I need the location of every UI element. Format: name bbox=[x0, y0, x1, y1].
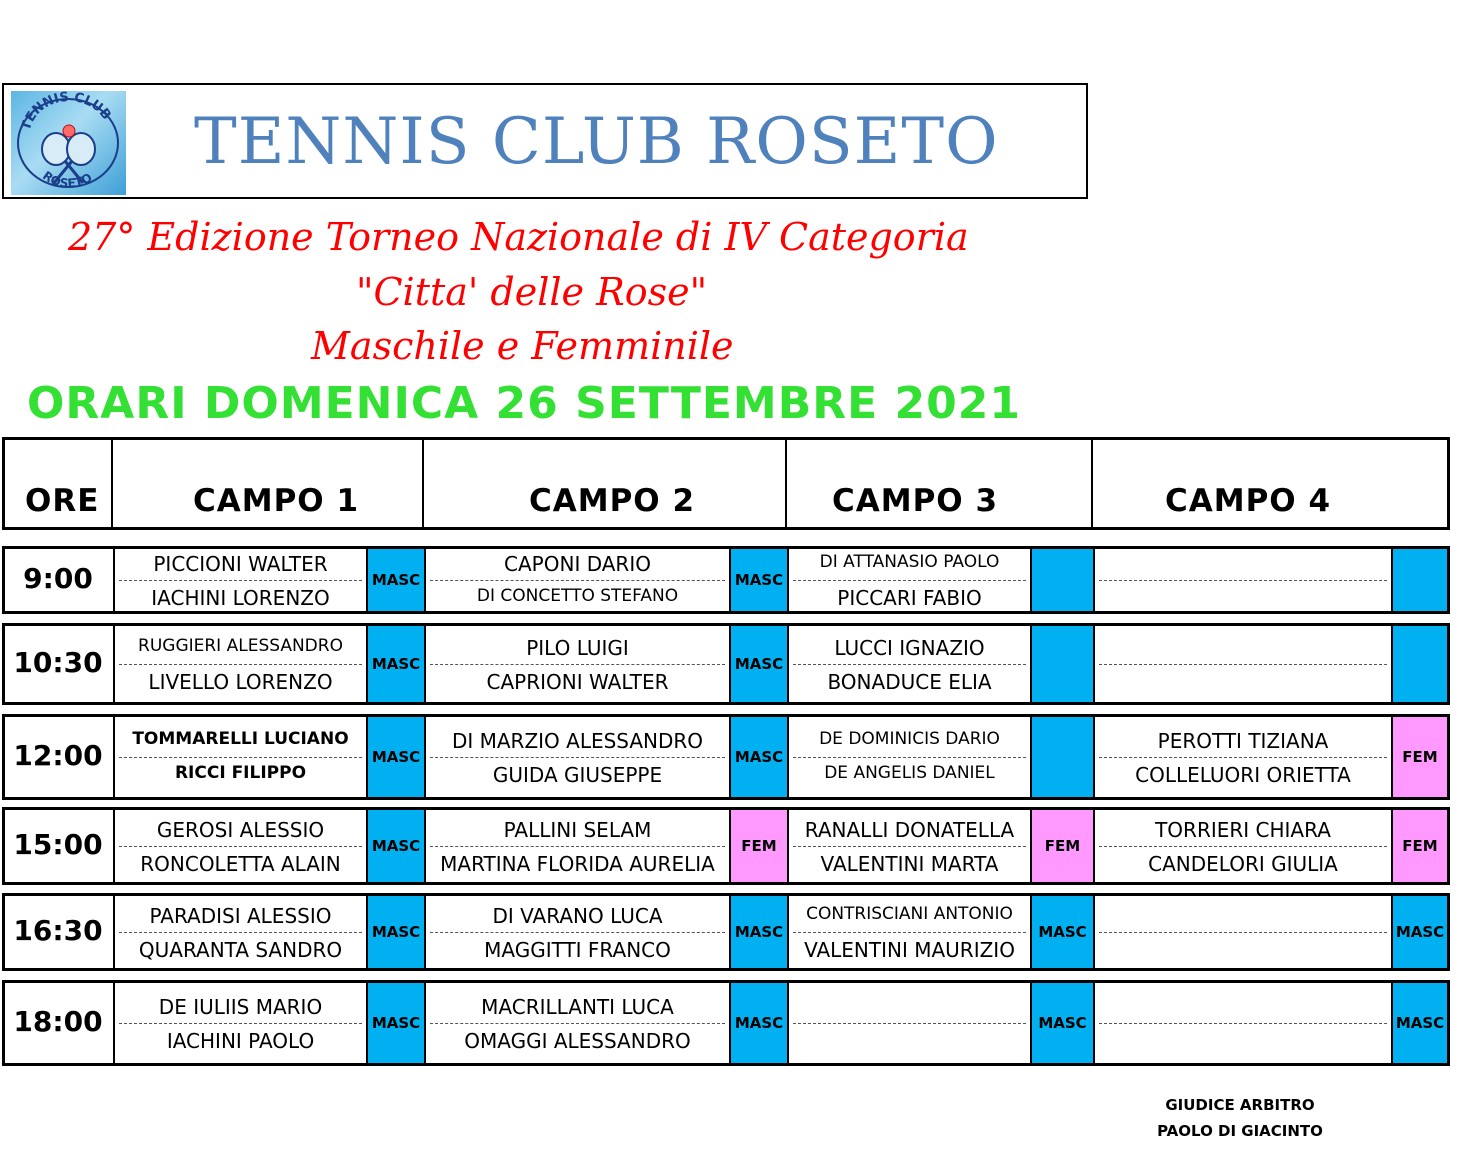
row-divider bbox=[119, 932, 362, 933]
tournament-category: Maschile e Femminile bbox=[311, 324, 734, 368]
tennis-racket-logo-icon bbox=[11, 91, 126, 195]
court-3-category-tag: MASC bbox=[1030, 896, 1093, 968]
schedule-row bbox=[2, 980, 1450, 1066]
player-bottom: VALENTINI MAURIZIO bbox=[804, 938, 1015, 962]
club-logo bbox=[11, 91, 126, 195]
court-3-category-tag bbox=[1030, 626, 1093, 702]
row-divider bbox=[1099, 1023, 1387, 1024]
court-3-category-tag bbox=[1030, 717, 1093, 797]
player-top: DI VARANO LUCA bbox=[492, 904, 663, 928]
player-top: CONTRISCIANI ANTONIO bbox=[806, 904, 1013, 924]
court-4-category-tag: FEM bbox=[1391, 810, 1447, 882]
time-cell bbox=[5, 549, 113, 611]
court-1-category-tag: MASC bbox=[366, 896, 424, 968]
court-2-players bbox=[424, 549, 729, 611]
row-divider bbox=[793, 932, 1026, 933]
court-3-players bbox=[787, 896, 1030, 968]
player-bottom: QUARANTA SANDRO bbox=[138, 938, 343, 962]
player-top: PILO LUIGI bbox=[526, 636, 629, 660]
court-3-players bbox=[787, 549, 1030, 611]
judge-role: GIUDICE ARBITRO bbox=[1165, 1096, 1315, 1114]
court-2-players bbox=[424, 626, 729, 702]
row-divider bbox=[119, 846, 362, 847]
court-4-players bbox=[1093, 983, 1391, 1063]
time-cell bbox=[5, 983, 113, 1063]
court-1-category-tag: MASC bbox=[366, 983, 424, 1063]
court-4-category-tag: MASC bbox=[1391, 983, 1447, 1063]
player-bottom: DE ANGELIS DANIEL bbox=[824, 763, 995, 783]
row-divider bbox=[430, 932, 725, 933]
header-campo-1: CAMPO 1 bbox=[113, 440, 424, 527]
row-divider bbox=[793, 1023, 1026, 1024]
court-3-players bbox=[787, 626, 1030, 702]
match-time: 9:00 bbox=[23, 562, 93, 595]
club-title: TENNIS CLUB ROSETO bbox=[194, 105, 999, 179]
player-bottom: MAGGITTI FRANCO bbox=[484, 938, 671, 962]
court-4-category-tag: FEM bbox=[1391, 717, 1447, 797]
match-time: 16:30 bbox=[13, 914, 103, 947]
court-4-players bbox=[1093, 549, 1391, 611]
header-box bbox=[2, 83, 1088, 199]
row-divider bbox=[1099, 846, 1387, 847]
time-cell bbox=[5, 626, 113, 702]
schedule-row bbox=[2, 714, 1450, 800]
row-divider bbox=[430, 664, 725, 665]
court-3-players bbox=[787, 717, 1030, 797]
player-top: DE IULIIS MARIO bbox=[158, 995, 323, 1019]
row-divider bbox=[119, 580, 362, 581]
match-time: 12:00 bbox=[13, 739, 103, 772]
row-divider bbox=[119, 1023, 362, 1024]
player-bottom: RICCI FILIPPO bbox=[174, 763, 307, 783]
player-top: DI MARZIO ALESSANDRO bbox=[451, 729, 704, 753]
player-top: LUCCI IGNAZIO bbox=[834, 636, 985, 660]
court-1-players bbox=[113, 983, 366, 1063]
court-1-players bbox=[113, 549, 366, 611]
schedule-title: ORARI DOMENICA 26 SETTEMBRE 2021 bbox=[27, 378, 1021, 429]
player-bottom: IACHINI LORENZO bbox=[151, 586, 330, 610]
court-3-category-tag: MASC bbox=[1030, 983, 1093, 1063]
match-time: 18:00 bbox=[13, 1005, 103, 1038]
player-top: PALLINI SELAM bbox=[503, 818, 652, 842]
court-2-players bbox=[424, 983, 729, 1063]
player-bottom: COLLELUORI ORIETTA bbox=[1135, 763, 1351, 787]
row-divider bbox=[430, 1023, 725, 1024]
player-bottom: DI CONCETTO STEFANO bbox=[476, 586, 679, 606]
row-divider bbox=[119, 757, 362, 758]
player-top: RUGGIERI ALESSANDRO bbox=[138, 636, 343, 656]
court-4-category-tag bbox=[1391, 549, 1447, 611]
court-1-category-tag: MASC bbox=[366, 626, 424, 702]
logo-text-top: TENNIS CLUB bbox=[18, 91, 114, 133]
court-2-category-tag: MASC bbox=[729, 983, 787, 1063]
court-4-category-tag: MASC bbox=[1391, 896, 1447, 968]
court-4-category-tag bbox=[1391, 626, 1447, 702]
match-time: 15:00 bbox=[13, 828, 103, 861]
player-bottom: IACHINI PAOLO bbox=[166, 1029, 315, 1053]
court-3-players bbox=[787, 983, 1030, 1063]
player-top: PICCIONI WALTER bbox=[153, 552, 328, 576]
player-top: CAPONI DARIO bbox=[504, 552, 651, 576]
court-4-players bbox=[1093, 810, 1391, 882]
schedule-row bbox=[2, 893, 1450, 971]
player-top: GEROSI ALESSIO bbox=[156, 818, 325, 842]
court-4-players bbox=[1093, 626, 1391, 702]
player-bottom: BONADUCE ELIA bbox=[827, 670, 992, 694]
time-cell bbox=[5, 810, 113, 882]
player-bottom: PICCARI FABIO bbox=[837, 586, 982, 610]
court-2-category-tag: MASC bbox=[729, 717, 787, 797]
judge-name: PAOLO DI GIACINTO bbox=[1157, 1122, 1323, 1140]
match-time: 10:30 bbox=[13, 646, 103, 679]
row-divider bbox=[430, 580, 725, 581]
player-top: TOMMARELLI LUCIANO bbox=[132, 729, 349, 749]
player-top: PEROTTI TIZIANA bbox=[1157, 729, 1329, 753]
player-bottom: VALENTINI MARTA bbox=[820, 852, 999, 876]
player-bottom: GUIDA GIUSEPPE bbox=[492, 763, 663, 787]
row-divider bbox=[1099, 664, 1387, 665]
row-divider bbox=[793, 664, 1026, 665]
player-top: RANALLI DONATELLA bbox=[804, 818, 1015, 842]
court-1-players bbox=[113, 717, 366, 797]
row-divider bbox=[119, 664, 362, 665]
player-bottom: LIVELLO LORENZO bbox=[148, 670, 333, 694]
player-bottom: OMAGGI ALESSANDRO bbox=[464, 1029, 691, 1053]
row-divider bbox=[793, 580, 1026, 581]
court-3-category-tag bbox=[1030, 549, 1093, 611]
row-divider bbox=[793, 846, 1026, 847]
row-divider bbox=[1099, 932, 1387, 933]
player-bottom: CAPRIONI WALTER bbox=[486, 670, 669, 694]
player-top: DI ATTANASIO PAOLO bbox=[819, 552, 1000, 572]
logo-text-bottom: ROSETO bbox=[40, 168, 95, 191]
court-3-players bbox=[787, 810, 1030, 882]
court-1-players bbox=[113, 810, 366, 882]
player-top: PARADISI ALESSIO bbox=[149, 904, 332, 928]
court-3-category-tag: FEM bbox=[1030, 810, 1093, 882]
court-2-category-tag: MASC bbox=[729, 896, 787, 968]
court-4-players bbox=[1093, 717, 1391, 797]
header-ore: ORE bbox=[5, 440, 113, 527]
court-1-category-tag: MASC bbox=[366, 810, 424, 882]
row-divider bbox=[793, 757, 1026, 758]
row-divider bbox=[430, 846, 725, 847]
player-bottom: MARTINA FLORIDA AURELIA bbox=[440, 852, 715, 876]
column-header-row bbox=[2, 437, 1450, 530]
row-divider bbox=[1099, 757, 1387, 758]
player-top: TORRIERI CHIARA bbox=[1155, 818, 1331, 842]
court-1-category-tag: MASC bbox=[366, 717, 424, 797]
tournament-name: "Citta' delle Rose" bbox=[356, 270, 708, 314]
player-bottom: CANDELORI GIULIA bbox=[1148, 852, 1338, 876]
header-campo-3: CAMPO 3 bbox=[787, 440, 1093, 527]
schedule-row bbox=[2, 623, 1450, 705]
schedule-row bbox=[2, 807, 1450, 885]
court-2-players bbox=[424, 810, 729, 882]
court-2-category-tag: FEM bbox=[729, 810, 787, 882]
header-campo-2: CAMPO 2 bbox=[424, 440, 787, 527]
row-divider bbox=[1099, 580, 1387, 581]
court-2-players bbox=[424, 717, 729, 797]
schedule-row bbox=[2, 546, 1450, 614]
time-cell bbox=[5, 717, 113, 797]
court-2-players bbox=[424, 896, 729, 968]
court-1-players bbox=[113, 896, 366, 968]
header-campo-4: CAMPO 4 bbox=[1165, 483, 1332, 519]
player-top: MACRILLANTI LUCA bbox=[481, 995, 674, 1019]
court-4-players bbox=[1093, 896, 1391, 968]
court-1-players bbox=[113, 626, 366, 702]
player-bottom: RONCOLETTA ALAIN bbox=[140, 852, 341, 876]
tournament-edition: 27° Edizione Torneo Nazionale di IV Categoria bbox=[68, 215, 969, 259]
court-1-category-tag: MASC bbox=[366, 549, 424, 611]
player-top: DE DOMINICIS DARIO bbox=[819, 729, 1000, 749]
court-2-category-tag: MASC bbox=[729, 626, 787, 702]
row-divider bbox=[430, 757, 725, 758]
court-2-category-tag: MASC bbox=[729, 549, 787, 611]
time-cell bbox=[5, 896, 113, 968]
